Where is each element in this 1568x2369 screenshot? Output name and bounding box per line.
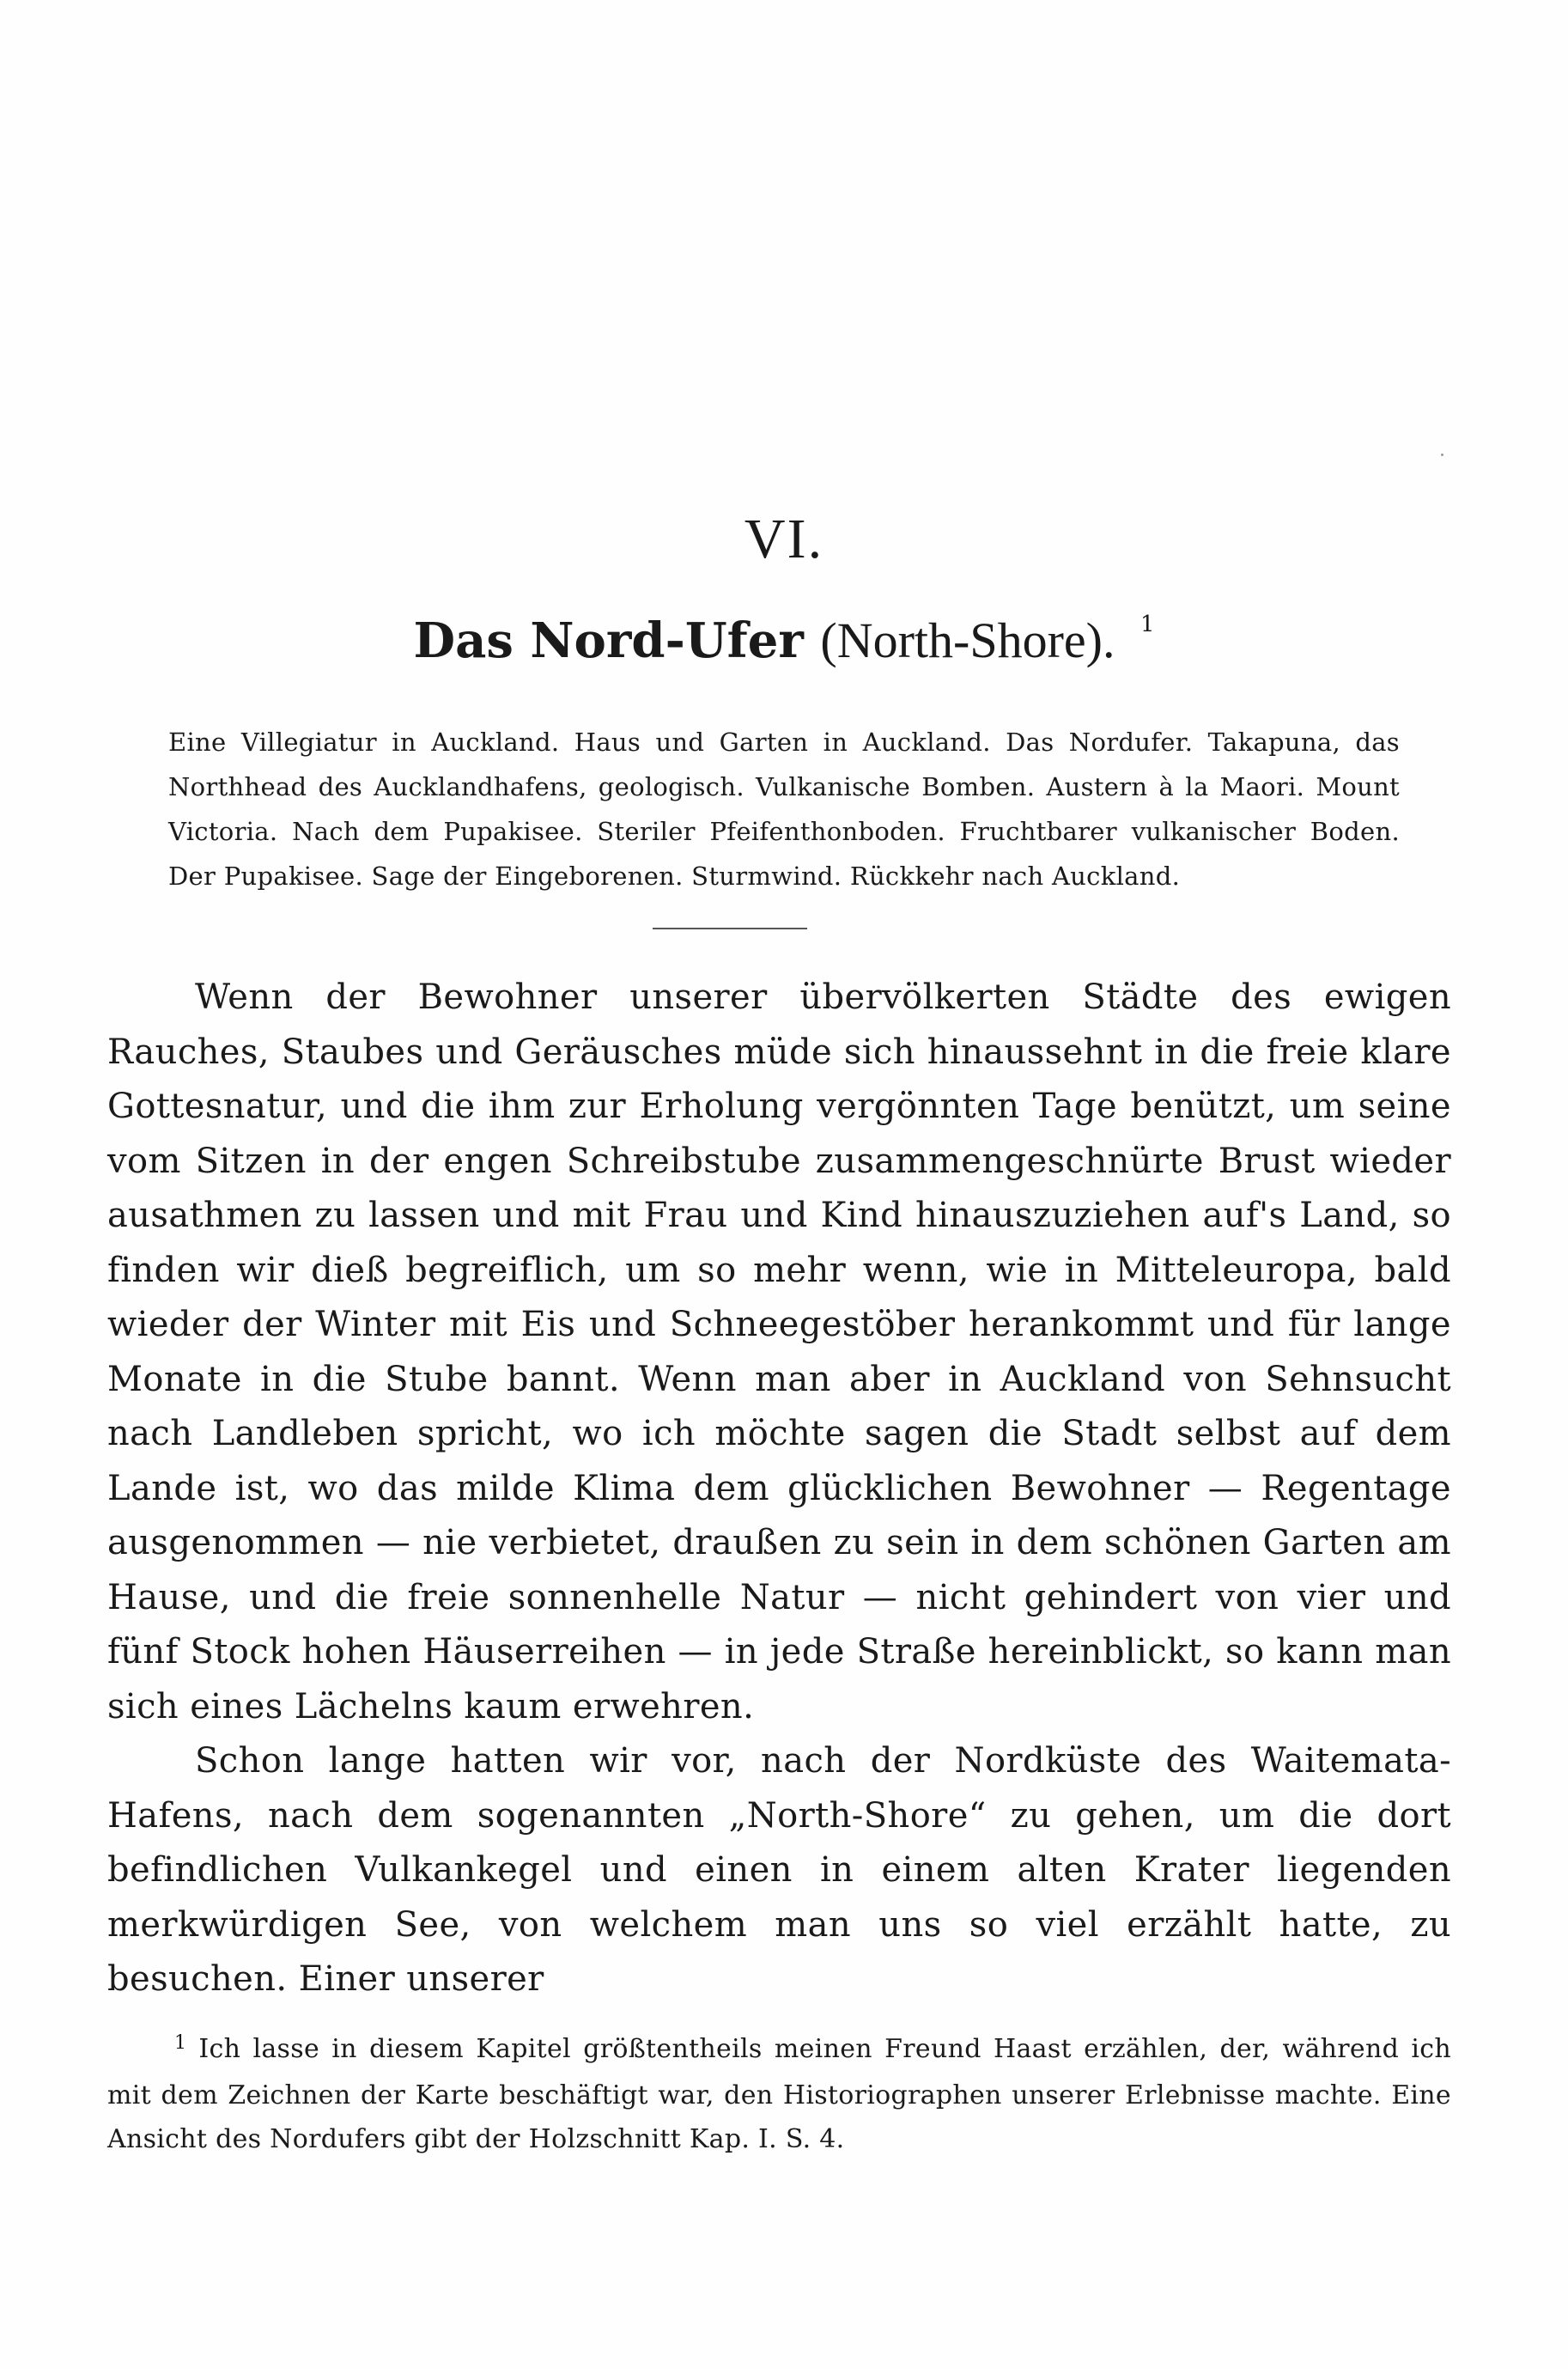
body-paragraph: Wenn der Bewohner unserer übervölkerten Städte des ewigen Rauches, Staubes und Geräusches müde sich hinaussehnt in die freie klare Gottesnatur, und die ihm zur Erholung vergönnten Tage benützt, um seine vom Sitzen in der engen Schreibstube zusammengeschnürte Brust wieder ausathmen zu lassen und mit Frau und Kind hinauszuziehen auf's Land, so finden wir dieß begreiflich, um so mehr wenn, wie in Mitteleuropa, bald wieder der Winter mit Eis und Schneegestöber herankommt und für lange Monate in die Stube bannt. Wenn man aber in Auckland von Sehnsucht nach Landleben spricht, wo ich möchte sagen die Stadt selbst auf dem Lande ist, wo das milde Klima dem glücklichen Bewohner — Regentage ausgenommen — nie verbietet, draußen zu sein in dem schönen Garten am Hause, und die freie sonnenhelle Natur — nicht gehindert von vier und fünf Stock hohen Häuserreihen — in jede Straße hereinblickt, so kann man sich eines Lächelns kaum erwehren. [107,977,1451,1727]
footnote [107,2027,1451,2161]
body-paragraph: Schon lange hatten wir vor, nach der Nordküste des Waitemata-Hafens, nach dem sogenannten „North-Shore“ zu gehen, um die dort befindlichen Vulkankegel und einen in einem alten Krater liegenden merkwürdigen See, von welchem man uns so viel erzählt hatte, zu besuchen. Einer unserer [107,1741,1451,1999]
footnote-mark: 1 [174,2032,187,2054]
chapter-number: VI. [744,508,824,570]
chapter-title-english: (North-Shore). [820,612,1115,668]
chapter-title [0,612,1568,669]
chapter-body [107,971,1451,2007]
chapter-summary: Eine Villegiatur in Auckland. Haus und Garten in Auckland. Das Nordufer. Takapuna, das Northhead des Aucklandhafens, geologisch. Vulkanische Bomben. Austern à la Maori. Mount Victoria. Nach dem Pupakisee. Steriler Pfeifenthonboden. Fruchtbarer vulkanischer Boden. Der Pupakisee. Sage der Eingeborenen. Sturmwind. Rückkehr nach Auckland. [168,728,1400,891]
section-divider [653,928,807,929]
chapter-title-german: Das Nord-Ufer [413,612,804,669]
footnote-reference: 1 [1140,612,1155,638]
paper-speck [1441,454,1443,456]
footnote-text: Ich lasse in diesem Kapitel größtentheils meinen Freund Haast erzählen, der, während ich mit dem Zeichnen der Karte beschäftigt war, den Historiographen unserer Erlebnisse machte. Eine Ansicht des Nordufers gibt der Holzschnitt Kap. I. S. 4. [107,2034,1451,2154]
